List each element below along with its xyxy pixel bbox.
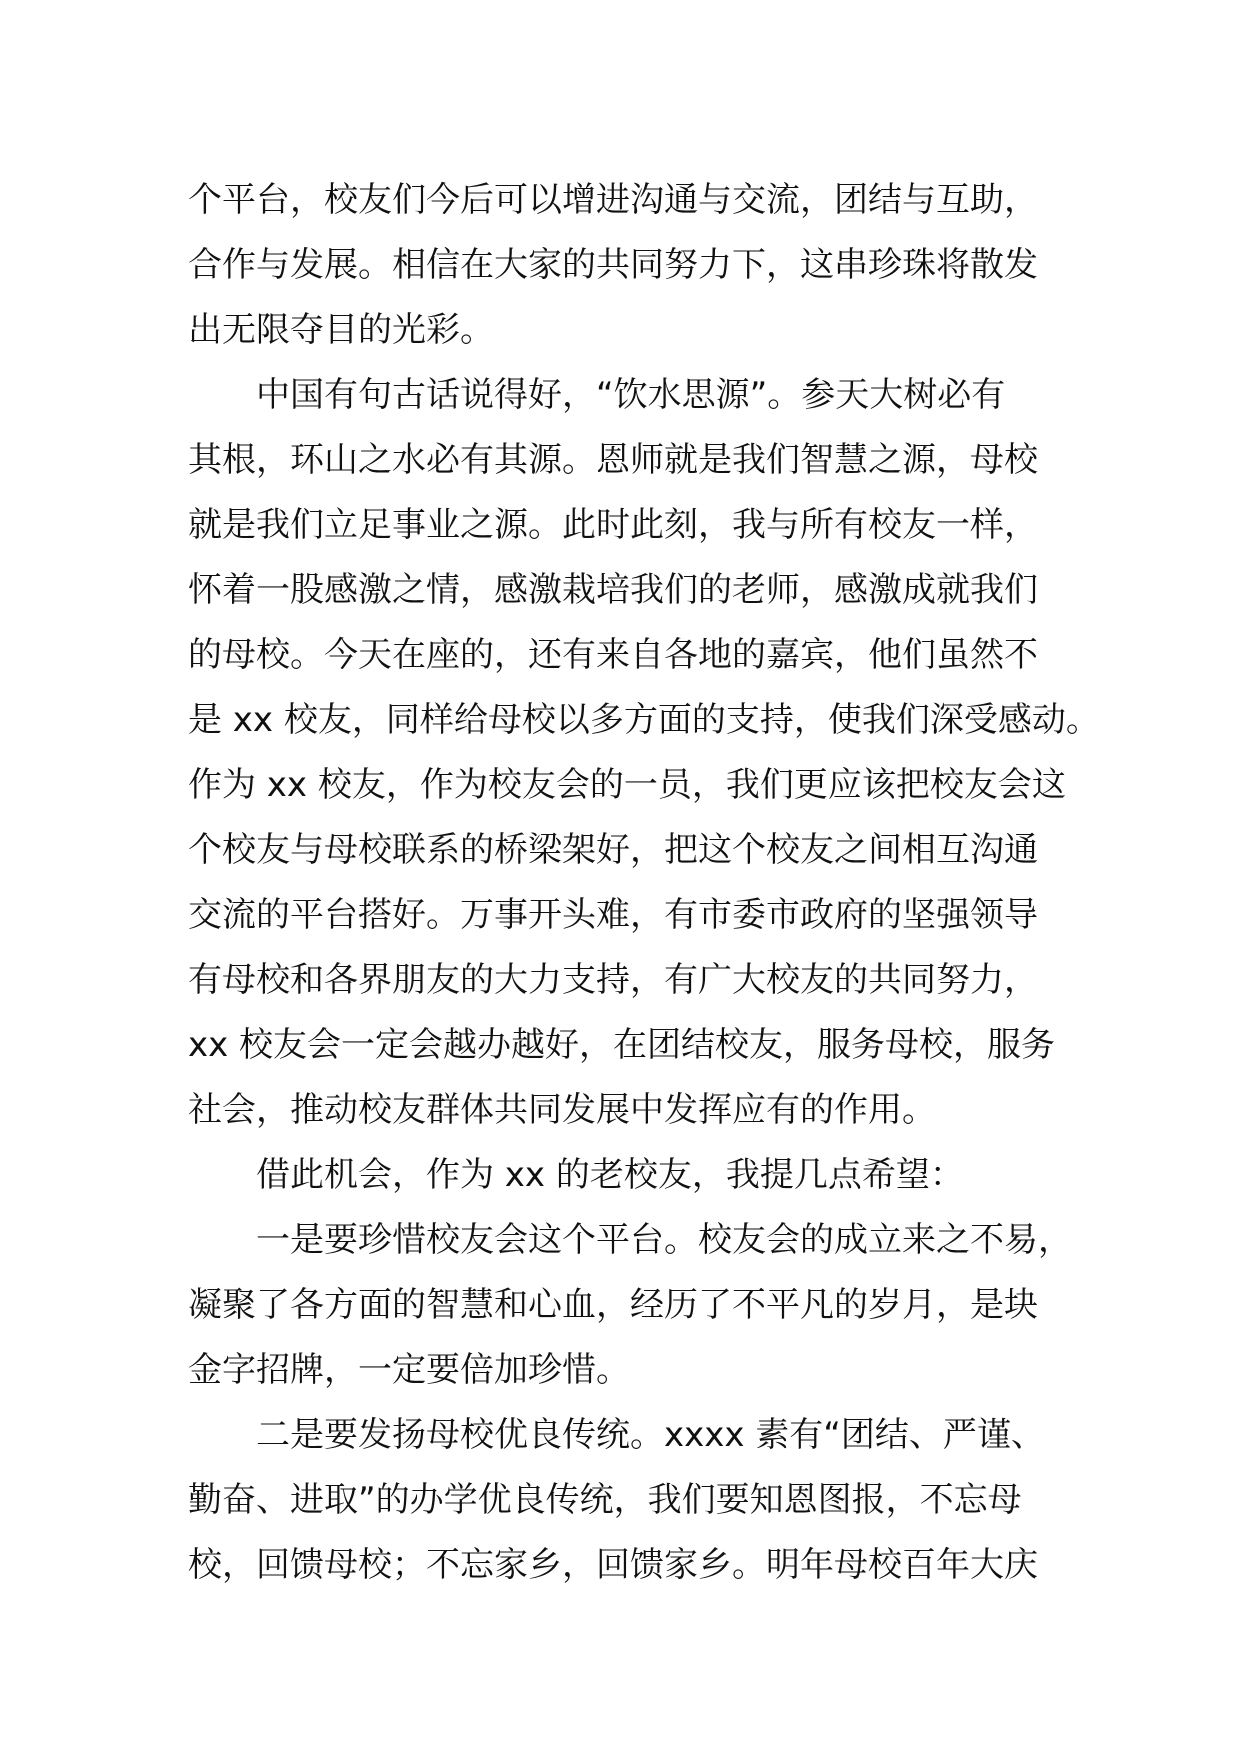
paragraph-start-line: 一是要珍惜校友会这个平台。校友会的成立来之不易， [256,1220,1072,1260]
text-line: 凝聚了各方面的智慧和心血，经历了不平凡的岁月，是块 [188,1285,1038,1325]
paragraph-start-line: 中国有句古话说得好，“饮水思源”。参天大树必有 [256,375,1006,415]
text-line: xx 校友会一定会越办越好，在团结校友，服务母校，服务 [188,1025,1056,1065]
text-line: 怀着一股感激之情，感激栽培我们的老师，感激成就我们 [188,570,1038,610]
text-line: 个平台，校友们今后可以增进沟通与交流，团结与互助， [188,180,1038,220]
text-line: 是 xx 校友，同样给母校以多方面的支持，使我们深受感动。 [188,700,1100,740]
body-text [188,168,1100,1598]
text-line: 交流的平台搭好。万事开头难，有市委市政府的坚强领导 [188,895,1038,935]
text-line: 有母校和各界朋友的大力支持，有广大校友的共同努力， [188,960,1038,1000]
text-line: 其根，环山之水必有其源。恩师就是我们智慧之源，母校 [188,440,1038,480]
text-line: 勤奋、进取”的办学优良传统，我们要知恩图报，不忘母 [188,1480,1022,1520]
text-line: 的母校。今天在座的，还有来自各地的嘉宾，他们虽然不 [188,635,1038,675]
text-line: 金字招牌，一定要倍加珍惜。 [188,1350,630,1390]
text-line: 作为 xx 校友，作为校友会的一员，我们更应该把校友会这 [188,765,1066,805]
text-line: 个校友与母校联系的桥梁架好，把这个校友之间相互沟通 [188,830,1038,870]
text-line: 校，回馈母校；不忘家乡，回馈家乡。明年母校百年大庆 [188,1545,1038,1585]
paragraph-start-line: 借此机会，作为 xx 的老校友，我提几点希望： [256,1155,964,1195]
text-line: 就是我们立足事业之源。此时此刻，我与所有校友一样， [188,505,1038,545]
text-line: 社会，推动校友群体共同发展中发挥应有的作用。 [188,1090,936,1130]
text-line: 合作与发展。相信在大家的共同努力下，这串珍珠将散发 [188,245,1038,285]
paragraph-start-line: 二是要发扬母校优良传统。xxxx 素有“团结、严谨、 [256,1415,1045,1455]
text-line: 出无限夺目的光彩。 [188,310,494,350]
